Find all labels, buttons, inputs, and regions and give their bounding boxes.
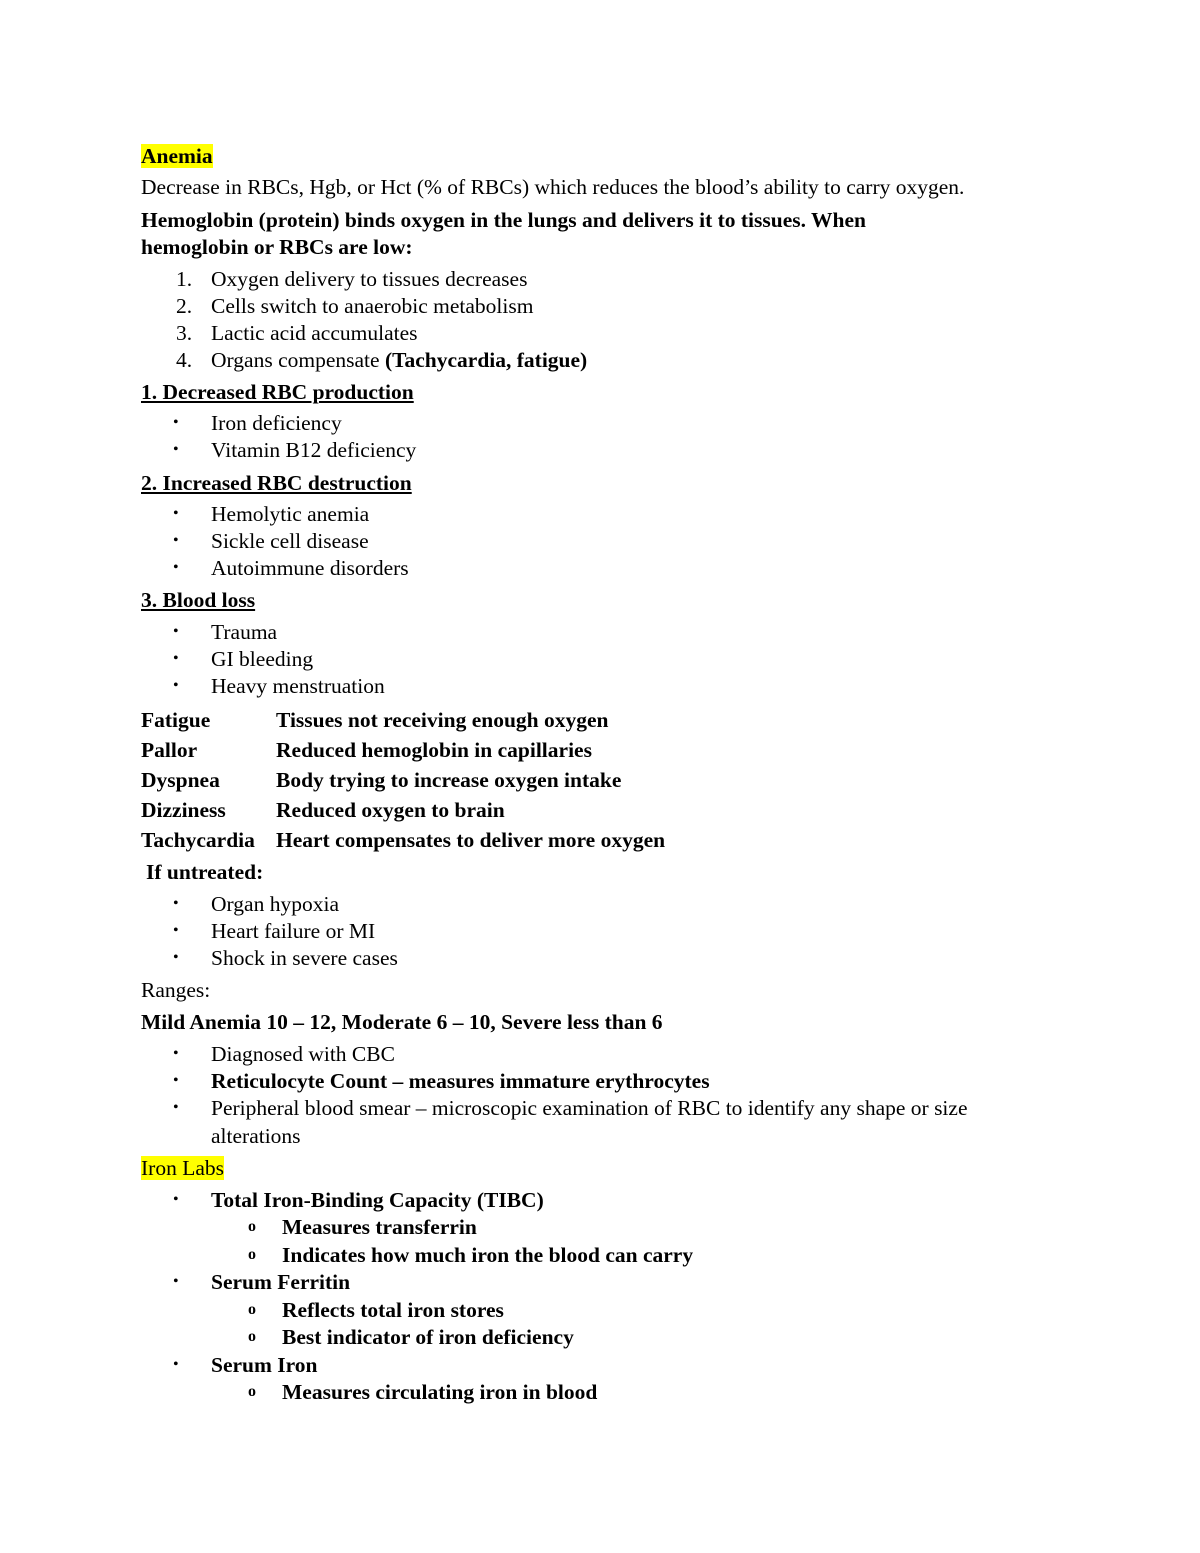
sub-bullet-icon: o <box>248 1246 256 1263</box>
bullet-icon: • <box>173 532 179 549</box>
list-item: • Heart failure or MI <box>173 919 376 943</box>
sub-bullet-icon: o <box>248 1328 256 1345</box>
list-item: • GI bleeding <box>173 647 314 671</box>
symptom-row: Pallor Reduced hemoglobin in capillaries <box>141 738 592 762</box>
sub-bullet-icon: o <box>248 1301 256 1318</box>
bullet-icon: • <box>173 505 179 522</box>
list-item: 2. Cells switch to anaerobic metabolism <box>176 294 534 318</box>
section-heading: 1. Decreased RBC production <box>141 380 414 404</box>
bullet-icon: • <box>173 1045 179 1062</box>
hemoglobin-intro-line2: hemoglobin or RBCs are low: <box>141 235 413 259</box>
sub-list-item: o Reflects total iron stores <box>248 1298 504 1322</box>
list-item: 3. Lactic acid accumulates <box>176 321 418 345</box>
bullet-icon: • <box>173 623 179 640</box>
list-item: • Autoimmune disorders <box>173 556 409 580</box>
bullet-icon: • <box>173 650 179 667</box>
list-item: • Heavy menstruation <box>173 674 385 698</box>
bullet-icon: • <box>173 1099 179 1116</box>
symptom-row: Dyspnea Body trying to increase oxygen intake <box>141 768 622 792</box>
bullet-icon: • <box>173 922 179 939</box>
list-item: • Diagnosed with CBC <box>173 1042 395 1066</box>
list-item: • Trauma <box>173 620 278 644</box>
sub-list-item: o Indicates how much iron the blood can carry <box>248 1243 694 1267</box>
iron-labs-heading: Iron Labs <box>141 1156 224 1180</box>
bullet-icon: • <box>173 1273 179 1290</box>
bullet-icon: • <box>173 895 179 912</box>
sub-bullet-icon: o <box>248 1383 256 1400</box>
list-item: 1. Oxygen delivery to tissues decreases <box>176 267 528 291</box>
sub-bullet-icon: o <box>248 1218 256 1235</box>
list-item: • Reticulocyte Count – measures immature erythrocytes <box>173 1069 710 1093</box>
sub-list-item: o Measures circulating iron in blood <box>248 1380 598 1404</box>
list-item: • Vitamin B12 deficiency <box>173 438 417 462</box>
section-heading: If untreated: <box>146 860 264 884</box>
symptom-row: Dizziness Reduced oxygen to brain <box>141 798 505 822</box>
sub-list-item: o Best indicator of iron deficiency <box>248 1325 574 1349</box>
bullet-icon: • <box>173 949 179 966</box>
section-heading: 2. Increased RBC destruction <box>141 471 412 495</box>
list-item: • Sickle cell disease <box>173 529 369 553</box>
bullet-icon: • <box>173 677 179 694</box>
bullet-icon: • <box>173 1356 179 1373</box>
hemoglobin-intro-line1: Hemoglobin (protein) binds oxygen in the lungs and delivers it to tissues. When <box>141 208 866 232</box>
bullet-icon: • <box>173 441 179 458</box>
bullet-icon: • <box>173 1191 179 1208</box>
list-item: 4. Organs compensate (Tachycardia, fatigue) <box>176 348 588 372</box>
ranges-label: Ranges: <box>141 978 211 1002</box>
section-heading: 3. Blood loss <box>141 588 256 612</box>
list-item: • Hemolytic anemia <box>173 502 370 526</box>
list-item-continuation: alterations <box>211 1124 301 1148</box>
list-item: • Organ hypoxia <box>173 892 339 916</box>
definition-text: Decrease in RBCs, Hgb, or Hct (% of RBCs) which reduces the blood’s ability to carry oxygen. <box>141 175 965 199</box>
bullet-icon: • <box>173 1072 179 1089</box>
list-item: • Serum Ferritin <box>173 1270 351 1294</box>
symptom-row: Fatigue Tissues not receiving enough oxygen <box>141 708 609 732</box>
list-item: • Shock in severe cases <box>173 946 398 970</box>
symptom-row: Tachycardia Heart compensates to deliver more oxygen <box>141 828 666 852</box>
bullet-icon: • <box>173 559 179 576</box>
page-title: Anemia <box>141 144 213 168</box>
bullet-icon: • <box>173 414 179 431</box>
ranges-values: Mild Anemia 10 – 12, Moderate 6 – 10, Severe less than 6 <box>141 1010 663 1034</box>
list-item: • Total Iron-Binding Capacity (TIBC) <box>173 1188 544 1212</box>
list-item: • Peripheral blood smear – microscopic examination of RBC to identify any shape or size <box>173 1096 968 1120</box>
list-item: • Iron deficiency <box>173 411 342 435</box>
list-item: • Serum Iron <box>173 1353 318 1377</box>
sub-list-item: o Measures transferrin <box>248 1215 477 1239</box>
